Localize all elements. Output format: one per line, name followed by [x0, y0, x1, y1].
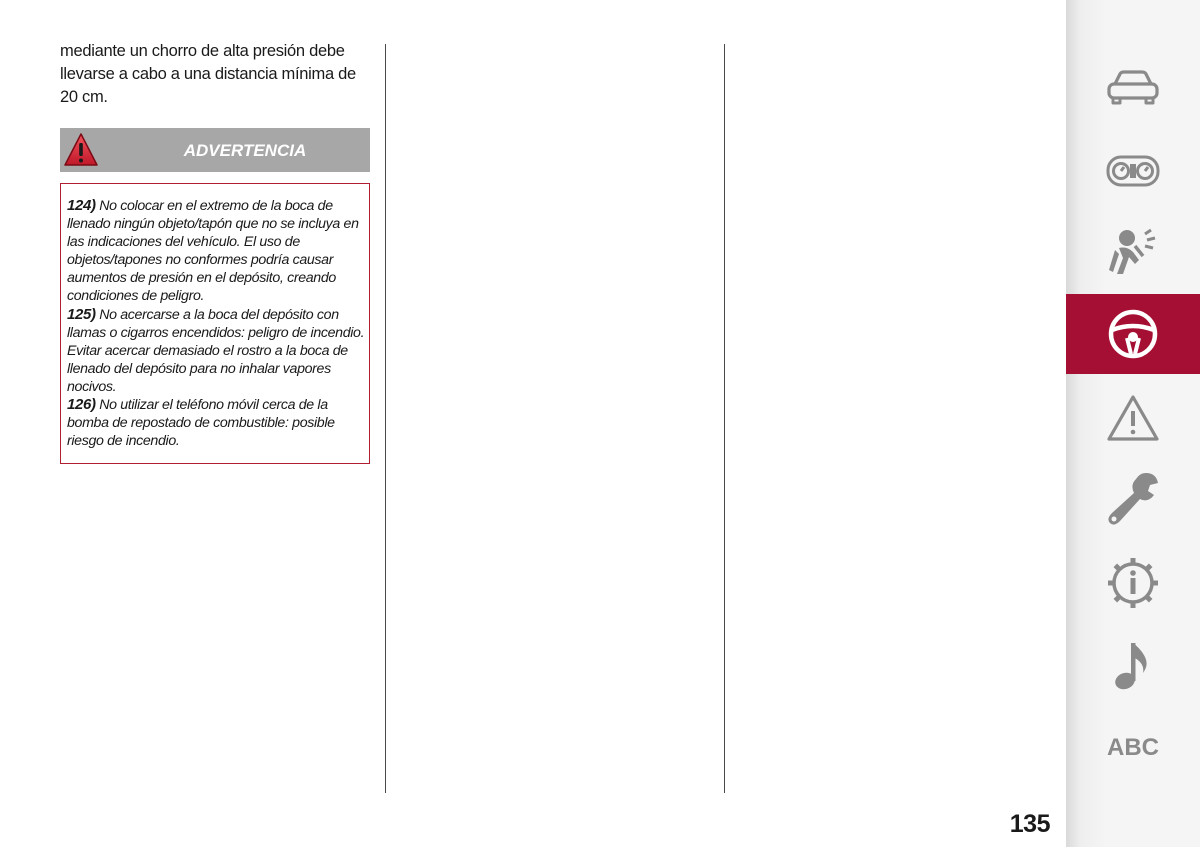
warning-box: [60, 183, 370, 464]
dashboard-icon: [1105, 151, 1161, 191]
warning-item-text: No acercarse a la boca del depósito con llamas o cigarros encendidos: peligro de incendio. Evitar acercar demasiado el rostro a la boca de llenado del depósito para no inhalar vapores nocivos.: [67, 306, 365, 395]
warning-item-number: 126): [67, 396, 96, 414]
sidebar-item-safety[interactable]: [1066, 212, 1200, 292]
intro-paragraph: mediante un chorro de alta presión debe llevarse a cabo a una distancia mínima de 20 cm.: [60, 42, 356, 106]
warning-item-number: 125): [67, 305, 96, 323]
warning-item-124: [67, 197, 365, 306]
sidebar-item-technical-data[interactable]: [1066, 543, 1200, 623]
sidebar-item-emergency[interactable]: [1066, 378, 1200, 458]
sidebar-item-vehicle[interactable]: [1066, 47, 1200, 127]
sidebar-item-maintenance[interactable]: [1066, 460, 1200, 540]
warning-item-number: 124): [67, 197, 96, 214]
warning-item-text: No utilizar el teléfono móvil cerca de la bomba de repostado de combustible: posible riesgo de incendio.: [67, 397, 335, 450]
car-icon: [1105, 67, 1161, 107]
page-number: 135: [1009, 810, 1050, 838]
music-note-icon: [1111, 639, 1155, 693]
sidebar-item-start-drive[interactable]: [1066, 294, 1200, 374]
column-divider-1: [385, 44, 386, 793]
index-label: ABC: [1107, 734, 1159, 761]
warning-item-126: [67, 396, 365, 450]
seat-airbag-icon: [1105, 226, 1161, 278]
warning-item-text: No colocar en el extremo de la boca de llenado ningún objeto/tapón que no se incluya en las indicaciones del vehículo. El uso de objetos/tapones no conformes podría causar aumentos de presión en el depósito, creando condiciones de peligro.: [67, 198, 359, 305]
info-gear-icon: [1106, 556, 1160, 610]
sidebar-item-multimedia[interactable]: [1066, 626, 1200, 706]
sidebar-item-index[interactable]: [1066, 708, 1200, 788]
column-divider-2: [724, 44, 725, 793]
sidebar-item-instruments[interactable]: [1066, 131, 1200, 211]
warning-header: [60, 128, 370, 172]
steering-wheel-icon: [1107, 308, 1159, 360]
warning-item-125: [67, 306, 365, 396]
wrench-icon: [1106, 471, 1160, 529]
warning-triangle-icon: [1106, 393, 1160, 443]
chapter-sidebar: [1066, 0, 1200, 847]
warning-title: ADVERTENCIA: [183, 141, 307, 160]
